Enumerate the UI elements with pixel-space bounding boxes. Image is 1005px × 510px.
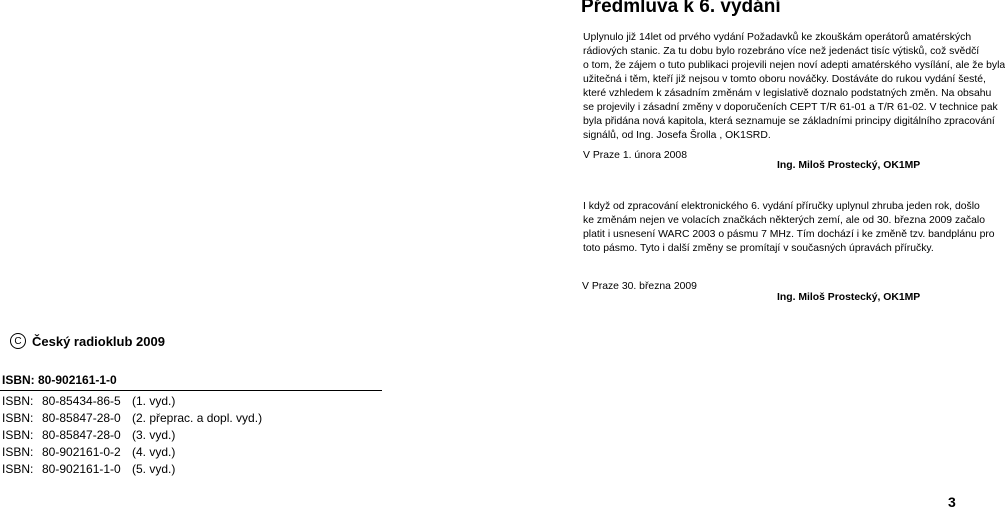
copyright-text: Český radioklub 2009 [32,333,165,349]
page-number: 3 [948,494,956,510]
isbn-divider [0,390,382,391]
isbn-edition: (3. vyd.) [132,428,176,442]
copyright-line [10,333,165,349]
preface-line: byla přidána nová kapitola, která seznamuje se základními principy digitálního zpracování [583,116,995,127]
isbn-label: ISBN: [2,462,34,476]
note-place-date: V Praze 30. března 2009 [582,281,697,292]
isbn-label: ISBN: [2,445,34,459]
isbn-edition: (5. vyd.) [132,462,176,476]
preface-place-date: V Praze 1. února 2008 [583,150,687,161]
isbn-row [2,411,262,425]
preface-paragraph [567,31,1005,143]
isbn-number: 80-85434-86-5 [42,394,121,408]
preface-line: rádiových stanic. Za tu dobu bylo rozebráno více než jedenáct tisíc výtisků, což svědčí [583,46,980,57]
preface-line: užitečná i těm, kteří již nejsou v tomto oboru nováčky. Dostáváte do rukou vydání šesté, [583,74,986,85]
note-line: I když od zpracování elektronického 6. vydání příručky uplynul zhruba jeden rok, došlo [583,201,980,212]
isbn-row [2,394,175,408]
isbn-row [2,445,175,459]
copyright-icon: C [10,333,26,349]
isbn-edition: (1. vyd.) [132,394,176,408]
preface-line: o tom, že zájem o tuto publikaci projevili nejen noví adepti amatérského vysílání, ale že byla [583,60,1005,71]
preface-line: které vzhledem k zásadním změnám v legislativě doznalo podstatných změn. Na obsahu [583,88,992,99]
note-signature: Ing. Miloš Prostecký, OK1MP [777,292,921,303]
isbn-edition: (2. přeprac. a dopl. vyd.) [132,411,263,425]
isbn-label: ISBN: [2,411,34,425]
isbn-row [2,428,175,442]
isbn-label: ISBN: [2,394,34,408]
note-line: toto pásmo. Tyto i další změny se promítají v současných úpravách příručky. [583,243,934,254]
isbn-number: 80-85847-28-0 [42,428,121,442]
preface-signature: Ing. Miloš Prostecký, OK1MP [777,160,921,171]
isbn-number: 80-85847-28-0 [42,411,121,425]
isbn-edition: (4. vyd.) [132,445,176,459]
preface-line: se projevily i zásadní změny v doporučeních CEPT T/R 61-01 a T/R 61-02. V technice pak [583,102,998,113]
isbn-label: ISBN: [2,428,34,442]
isbn-number: 80-902161-1-0 [42,462,121,476]
isbn-number: 80-902161-0-2 [42,445,121,459]
isbn-row [2,462,175,476]
note-line: platit i usnesení WARC 2003 o pásmu 7 MHz. Tím dochází i ke změně tzv. bandplánu pro [583,229,995,240]
isbn-main: ISBN: 80-902161-1-0 [2,373,117,387]
note-line: ke změnám nejen ve volacích značkách některých zemí, ale od 30. března 2009 začalo [583,215,985,226]
preface-line: Uplynulo již 14let od prvého vydání Požadavků ke zkouškám operátorů amatérských [583,32,972,43]
note-paragraph [567,200,995,256]
preface-line: signálů, od Ing. Josefa Šrolla , OK1SRD. [583,130,771,141]
page-title: Předmluva k 6. vydání [581,0,781,17]
